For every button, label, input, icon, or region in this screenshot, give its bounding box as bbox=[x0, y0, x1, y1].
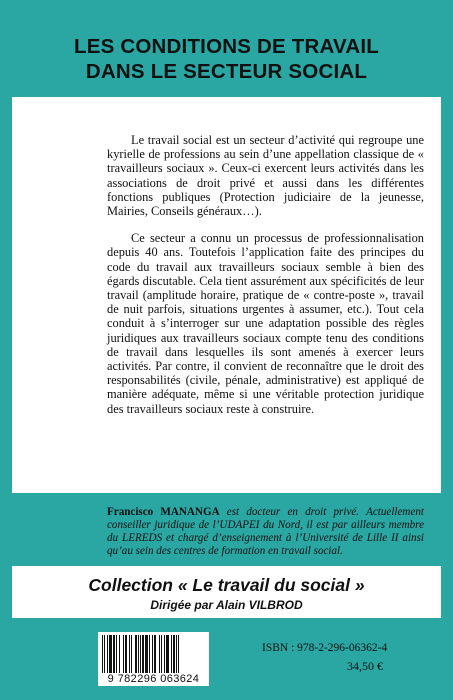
barcode-bar bbox=[171, 635, 172, 673]
barcode-bar bbox=[129, 635, 130, 673]
book-title bbox=[0, 34, 453, 84]
isbn: ISBN : 978-2-296-06362-4 bbox=[262, 642, 388, 654]
barcode-bar bbox=[135, 635, 137, 673]
collection-title: Collection « Le travail du social » bbox=[88, 575, 365, 595]
barcode-bar bbox=[161, 635, 162, 673]
author-name: Francisco MANANGA bbox=[107, 506, 220, 518]
barcode-bar bbox=[116, 635, 117, 673]
barcode-bar bbox=[173, 635, 175, 673]
barcode-bar bbox=[102, 635, 103, 673]
barcode-bar bbox=[152, 635, 153, 673]
barcode-digits: 9 782296 063624 bbox=[107, 673, 200, 685]
author-description: est docteur en droit privé. Actuellement conseiller juridique de l’UDAPEI du Nord, il est par ailleurs membre du LEREDS et chargé d’enseignement à l’Université de Lille II ainsi qu’au sein des centres de formation en travail social. bbox=[107, 506, 424, 558]
title-line-1: LES CONDITIONS DE TRAVAIL bbox=[74, 35, 379, 58]
barcode-bar bbox=[109, 635, 112, 673]
barcode-bar bbox=[125, 635, 127, 673]
barcode-bar bbox=[140, 635, 141, 673]
barcode-bar bbox=[131, 635, 132, 673]
barcode-bar bbox=[142, 635, 144, 673]
summary-text bbox=[107, 133, 424, 429]
barcode-bar bbox=[119, 635, 120, 673]
barcode-bar bbox=[149, 635, 150, 673]
barcode-bar bbox=[154, 635, 156, 673]
author-bio bbox=[107, 506, 424, 558]
barcode-bar bbox=[138, 635, 139, 673]
barcode-bars bbox=[102, 635, 205, 673]
collection-director: Dirigée par Alain VILBROD bbox=[150, 598, 303, 612]
barcode-bar bbox=[123, 635, 124, 673]
barcode-bar bbox=[145, 635, 148, 673]
barcode-bar bbox=[107, 635, 108, 673]
barcode-bar bbox=[176, 635, 177, 673]
barcode-bar bbox=[166, 635, 169, 673]
title-line-2: DANS LE SECTEUR SOCIAL bbox=[85, 60, 368, 83]
barcode-bar bbox=[113, 635, 115, 673]
barcode-bar bbox=[178, 635, 179, 673]
barcode-bar bbox=[104, 635, 105, 673]
barcode bbox=[98, 632, 209, 686]
summary-paragraph-1: Le travail social est un secteur d’activité qui regroupe une kyrielle de professions au sein d’une appellation classique de « travailleurs sociaux ». Ceux-ci exercent leurs activités dans les associations de droit privé et aussi dans les différentes fonctions publiques (Protection judiciaire de la jeunesse, Mairies, Conseils généraux…). bbox=[107, 133, 424, 219]
barcode-bar bbox=[164, 635, 165, 673]
barcode-bar bbox=[159, 635, 160, 673]
summary-paragraph-2: Ce secteur a connu un processus de professionnalisation depuis 40 ans. Toutefois l’application faite des principes du code du travail aux travailleurs sociaux semble à bien des égards discutable. Cela tient assurément aux spécificités de leur travail (amplitude horaire, pratique de « contre-poste », travail de nuit parfois, situations urgentes à assumer, etc.). Tout cela conduit à s’interroger sur une adaptation possible des règles juridiques aux travailleurs sociaux compte tenu des conditions de travail dans lesquelles ils sont amenés à exercer leurs activités. Par contre, il convient de reconnaître que le droit des responsabilités (civile, pénale, administrative) est appliqué de manière adéquate, même si une véritable protection juridique des travailleurs sociaux reste à construire. bbox=[107, 231, 424, 416]
price: 34,50 € bbox=[347, 659, 383, 673]
